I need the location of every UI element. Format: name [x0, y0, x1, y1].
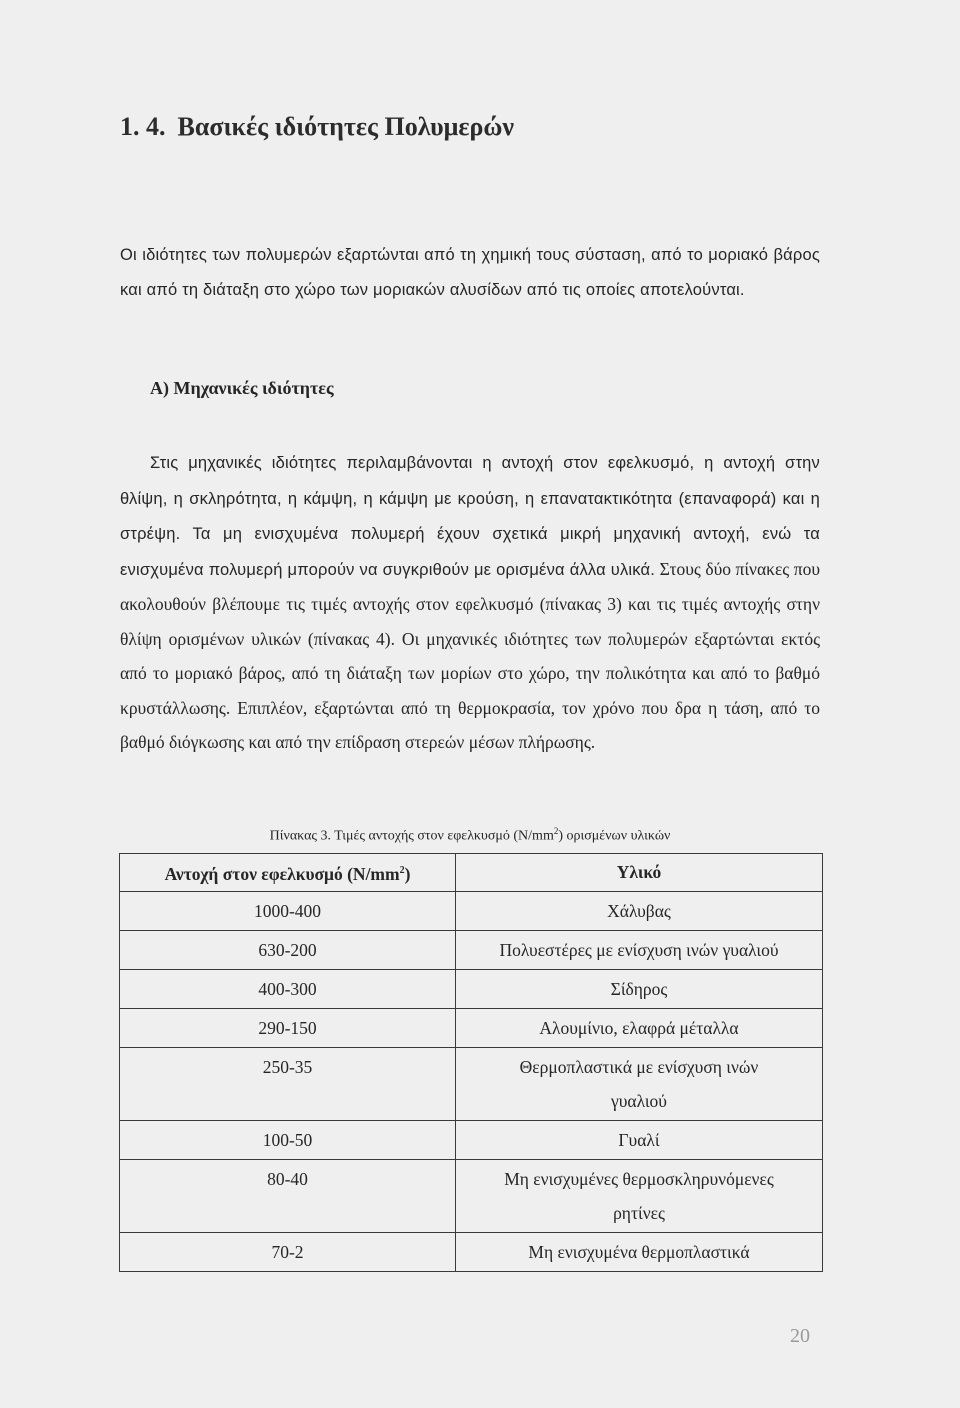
strength-cell: 1000-400 [120, 891, 456, 930]
caption-superscript: 2 [553, 826, 559, 836]
section-number: 1. 4. [120, 112, 166, 141]
material-cell: Μη ενισχυμένες θερμοσκληρυνόμενες ρητίνες [456, 1159, 823, 1232]
strength-cell: 250-35 [120, 1047, 456, 1120]
header-strength-sup: 2 [399, 865, 405, 876]
caption-text: Πίνακας 3. Τιμές αντοχής στον εφελκυσμό (N/mm [269, 828, 554, 844]
strength-cell: 70-2 [120, 1232, 456, 1271]
table-row [120, 1159, 823, 1232]
mechanical-paragraph-part2: Στους δύο πίνακες που ακολουθούν βλέπουμε τις τιμές αντοχής στον εφελκυσμό (πίνακας 3) και τις τιμές αντοχής στην θλίψη ορισμένων υλικών (πίνακας 4). Οι μηχανικές ιδιότητες των πολυμερών εξαρτώνται εκτός από το μοριακό βάρος, από τη διάταξη των μορίων στο χώρο, την πολικότητα και από το βαθμό κρυστάλλωσης. Επιπλέον, εξαρτώνται από τη θερμοκρασία, τον χρόνο που δρα η τάση, από το βαθμό διόγκωσης και από την επίδραση στερεών μέσων πλήρωσης. [120, 558, 820, 752]
section-title-text: Βασικές ιδιότητες Πολυμερών [177, 112, 515, 141]
table-header-row [120, 854, 823, 892]
table-caption [120, 826, 820, 845]
mechanical-properties-heading: Α) Μηχανικές ιδιότητες [150, 378, 334, 398]
material-cell: Σίδηρος [456, 969, 823, 1008]
strength-cell: 290-150 [120, 1008, 456, 1047]
caption-text-end: ) ορισμένων υλικών [558, 828, 671, 844]
material-cell: Θερμοπλαστικά με ενίσχυση ινών γυαλιού [456, 1047, 823, 1120]
strength-cell: 630-200 [120, 930, 456, 969]
page-number: 20 [790, 1325, 810, 1347]
table-row [120, 1120, 823, 1159]
table-row [120, 1047, 823, 1120]
material-cell: Αλουμίνιο, ελαφρά μέταλλα [456, 1008, 823, 1047]
material-cell: Μη ενισχυμένα θερμοπλαστικά [456, 1232, 823, 1271]
table-row [120, 969, 823, 1008]
intro-paragraph: Οι ιδιότητες των πολυμερών εξαρτώνται από τη χημική τους σύσταση, από το μοριακό βάρος και από τη διάταξη στο χώρο των μοριακών αλυσίδων από τις οποίες αποτελούνται. [120, 246, 820, 299]
tensile-strength-table [119, 853, 823, 1272]
mechanical-properties-paragraph [120, 445, 820, 760]
mechanical-paragraph-part1: Στις μηχανικές ιδιότητες περιλαμβάνονται η αντοχή στον εφελκυσμό, η αντοχή στην θλίψη, η σκληρότητα, η κάμψη, η κάμψη με κρούση, η επανατακτικότητα (επαναφορά) και η στρέψη. Τα μη ενισχυμένα πολυμερή έχουν σχετικά μικρή μηχανική αντοχή, ενώ τα ενισχυμένα πολυμερή μπορούν να συγκριθούν με ορισμένα άλλα υλικά. [120, 454, 820, 579]
strength-cell: 400-300 [120, 969, 456, 1008]
table-row [120, 891, 823, 930]
strength-cell: 80-40 [120, 1159, 456, 1232]
header-strength [120, 854, 456, 892]
material-cell: Χάλυβας [456, 891, 823, 930]
table-row [120, 1008, 823, 1047]
material-cell: Γυαλί [456, 1120, 823, 1159]
strength-cell: 100-50 [120, 1120, 456, 1159]
table-row [120, 930, 823, 969]
material-cell: Πολυεστέρες με ενίσχυση ινών γυαλιού [456, 930, 823, 969]
table-row [120, 1232, 823, 1271]
header-strength-end: ) [404, 863, 411, 884]
header-strength-text: Αντοχή στον εφελκυσμό (N/mm [164, 863, 400, 884]
section-title [120, 112, 514, 142]
header-material: Υλικό [456, 854, 823, 892]
